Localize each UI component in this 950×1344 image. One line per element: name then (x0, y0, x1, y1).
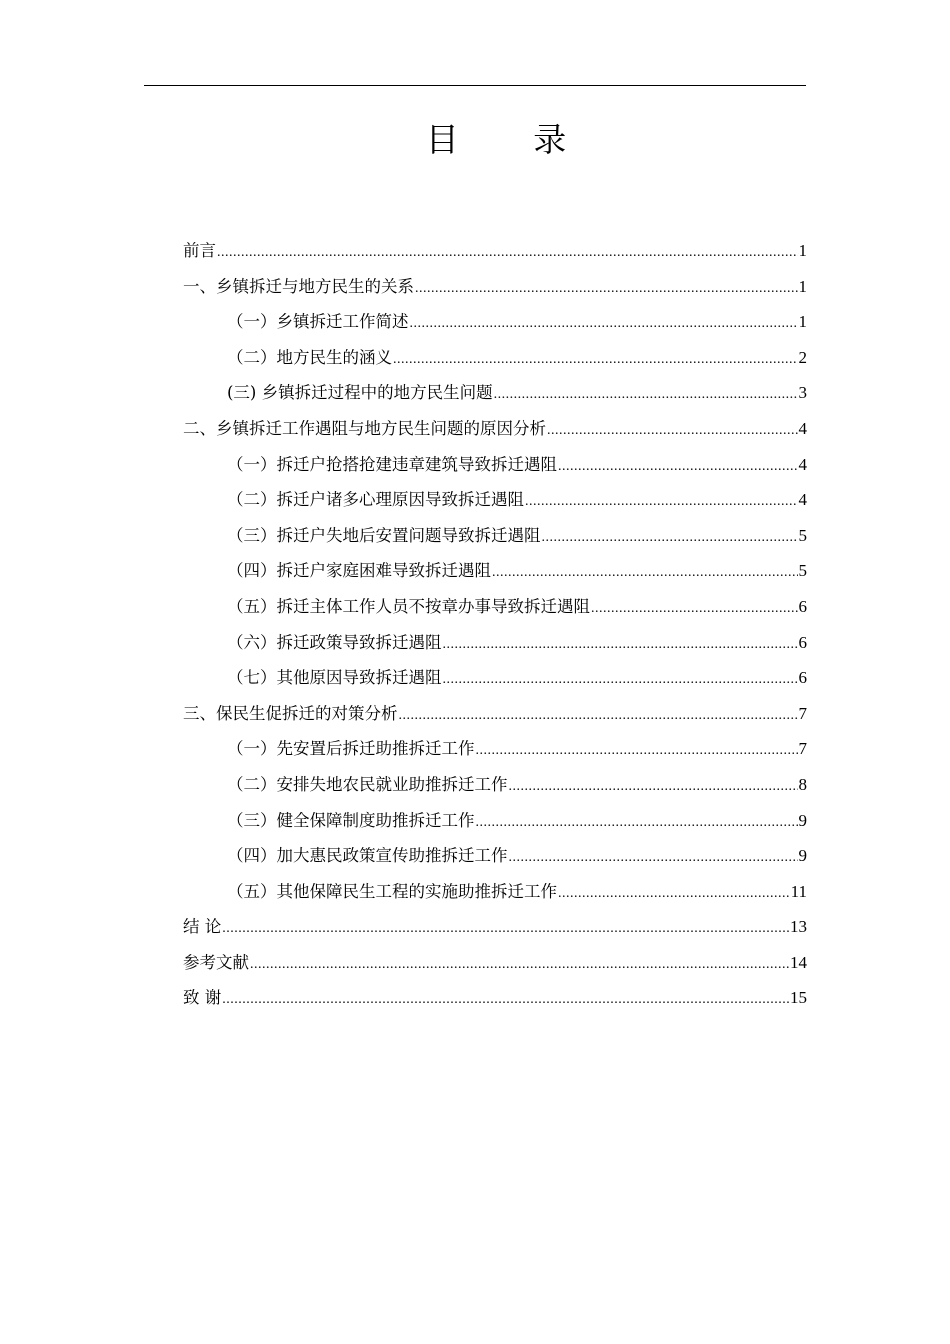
toc-page-number: 9 (798, 810, 807, 830)
toc-page-number: 6 (798, 668, 807, 688)
toc-entry-label: （五）拆迁主体工作人员不按章办事导致拆迁遇阻 (227, 596, 590, 616)
toc-entry-label: （四）加大惠民政策宣传助推拆迁工作 (227, 846, 508, 866)
toc-page-number: 7 (798, 739, 807, 759)
toc-dot-leader (410, 311, 798, 337)
toc-entry[interactable] (183, 523, 807, 559)
toc-dot-leader (217, 240, 798, 266)
toc-entry[interactable] (183, 665, 807, 701)
toc-page-number: 13 (790, 917, 807, 937)
toc-entry[interactable] (183, 701, 807, 737)
toc-dot-leader (250, 952, 789, 978)
toc-entry-label: （一）拆迁户抢搭抢建违章建筑导致拆迁遇阻 (227, 454, 557, 474)
toc-dot-leader (415, 276, 798, 302)
toc-page-number: 8 (798, 774, 807, 794)
toc-entry-label: （一）乡镇拆迁工作简述 (227, 312, 409, 332)
toc-dot-leader (542, 525, 798, 551)
toc-entry-label: （二）拆迁户诸多心理原因导致拆迁遇阻 (227, 490, 524, 510)
toc-page-number: 14 (790, 952, 807, 972)
toc-page-number: 15 (790, 988, 807, 1008)
toc-dot-leader (476, 738, 798, 764)
toc-entry[interactable] (183, 309, 807, 345)
toc-entry[interactable] (183, 380, 807, 416)
toc-entry-label: 结 论 (183, 917, 222, 937)
toc-entry-label: （二）安排失地农民就业助推拆迁工作 (227, 774, 508, 794)
toc-dot-leader (492, 560, 798, 586)
toc-dot-leader (558, 881, 790, 907)
toc-entry-label: 参考文献 (183, 952, 249, 972)
toc-dot-leader (399, 703, 798, 729)
toc-entry[interactable] (183, 630, 807, 666)
toc-dot-leader (476, 810, 798, 836)
toc-page-number: 6 (798, 632, 807, 652)
toc-dot-leader (222, 916, 789, 942)
toc-page-number: 5 (798, 525, 807, 545)
toc-page-number: 9 (798, 846, 807, 866)
toc-dot-leader (443, 632, 798, 658)
toc-entry-label: 一、乡镇拆迁与地方民生的关系 (183, 276, 414, 296)
toc-page-number: 11 (790, 881, 807, 901)
toc-entry-label: (三) 乡镇拆迁过程中的地方民生问题 (227, 383, 493, 403)
toc-entry[interactable] (183, 487, 807, 523)
toc-entry[interactable] (183, 558, 807, 594)
toc-entry-label: （三）拆迁户失地后安置问题导致拆迁遇阻 (227, 525, 541, 545)
page-title: 目 录 (425, 120, 599, 159)
toc-dot-leader (222, 987, 789, 1013)
toc-entry-label: （六）拆迁政策导致拆迁遇阻 (227, 632, 442, 652)
toc-dot-leader (525, 489, 798, 515)
toc-entry[interactable] (183, 808, 807, 844)
toc-page-number: 3 (798, 383, 807, 403)
toc-page-number: 7 (798, 703, 807, 723)
toc-dot-leader (547, 418, 798, 444)
header-rule (144, 85, 806, 86)
toc-entry-label: （七）其他原因导致拆迁遇阻 (227, 668, 442, 688)
toc-entry-label: （四）拆迁户家庭困难导致拆迁遇阻 (227, 561, 491, 581)
toc-entry-label: （一）先安置后拆迁助推拆迁工作 (227, 739, 475, 759)
toc-entry[interactable] (183, 772, 807, 808)
toc-entry[interactable] (183, 985, 807, 1021)
toc-entry-label: 二、乡镇拆迁工作遇阻与地方民生问题的原因分析 (183, 418, 546, 438)
toc-entry[interactable] (183, 594, 807, 630)
toc-entry-label: 三、保民生促拆迁的对策分析 (183, 703, 398, 723)
toc-entry[interactable] (183, 452, 807, 488)
toc-page-number: 2 (798, 347, 807, 367)
toc-dot-leader (509, 774, 798, 800)
toc-entry[interactable] (183, 416, 807, 452)
toc-page-number: 1 (798, 241, 807, 260)
toc-entry[interactable] (183, 914, 807, 950)
toc-dot-leader (443, 667, 798, 693)
toc-entry[interactable] (183, 879, 807, 915)
toc-entry-label: 致 谢 (183, 988, 222, 1008)
toc-entry[interactable] (183, 843, 807, 879)
toc-dot-leader (494, 382, 798, 408)
toc-dot-leader (591, 596, 798, 622)
toc-dot-leader (558, 454, 798, 480)
toc-dot-leader (393, 347, 798, 373)
toc-dot-leader (509, 845, 798, 871)
toc-page-number: 4 (798, 418, 807, 438)
toc-page-number: 4 (798, 490, 807, 510)
toc-entry-label: （三）健全保障制度助推拆迁工作 (227, 810, 475, 830)
toc-page-number: 1 (798, 312, 807, 332)
toc-entry[interactable] (183, 274, 807, 310)
toc-entry[interactable] (183, 950, 807, 986)
toc-page-number: 5 (798, 561, 807, 581)
toc-entry-label: 前言 (183, 241, 216, 260)
toc-entry[interactable] (183, 736, 807, 772)
toc-page-number: 4 (798, 454, 807, 474)
toc-page-number: 6 (798, 596, 807, 616)
toc-entry-label: （二）地方民生的涵义 (227, 347, 392, 367)
toc-entry[interactable] (183, 238, 807, 274)
toc-entry-label: （五）其他保障民生工程的实施助推拆迁工作 (227, 881, 557, 901)
table-of-contents (183, 238, 807, 1021)
toc-page-number: 1 (798, 276, 807, 296)
toc-entry[interactable] (183, 345, 807, 381)
